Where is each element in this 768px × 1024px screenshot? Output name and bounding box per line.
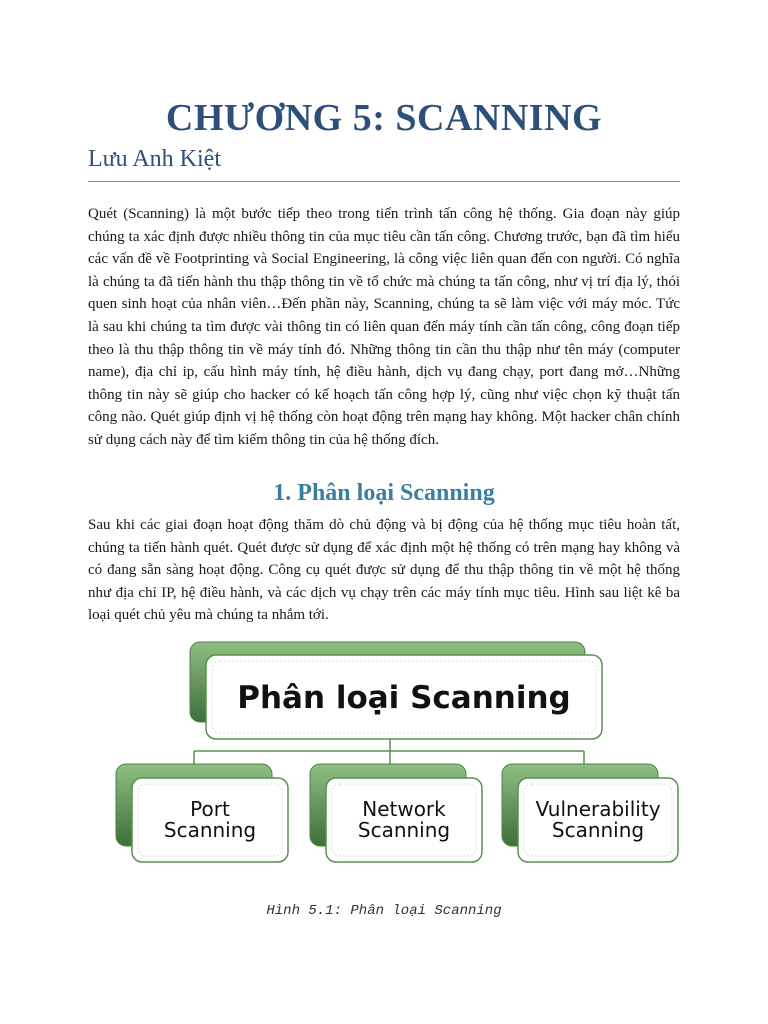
diagram-node-port [116,764,288,862]
diagram-node-vulnerability-line1: Vulnerability [535,797,661,821]
diagram-root-label: Phân loại Scanning [237,680,571,716]
diagram-node-network [310,764,482,862]
chapter-title: CHƯƠNG 5: SCANNING [165,97,603,139]
title-divider [88,181,680,182]
diagram-node-network-line1: Network [362,797,446,821]
diagram-connectors [194,736,584,764]
figure-caption: Hình 5.1: Phân loại Scanning [266,903,502,919]
diagram-node-port-line2: Scanning [163,818,257,842]
section-paragraph: Sau khi các giai đoạn hoạt động thăm dò chủ động và bị động của hệ thống mục tiêu hoàn tất, chúng ta tiến hành quét. Quét được sử dụng để xác định một hệ thống có trên mạng hay không và có đang sẵn sàng hoạt động. Công cụ quét được sử dụng để thu thập thông tin về một hệ thống như địa chỉ IP, hệ điều hành, và các dịch vụ chạy trên các máy tính mục tiêu. Hình sau liệt kê ba loại quét chủ yêu mà chúng ta nhắm tới. [88,517,680,624]
diagram-node-vulnerability-line2: Scanning [551,818,645,842]
scanning-diagram [110,636,690,876]
diagram-node-vulnerability [502,764,678,862]
intro-paragraph: Quét (Scanning) là một bước tiếp theo trong tiến trình tấn công hệ thống. Gia đoạn này giúp chúng ta xác định được nhiều thông tin của mục tiêu cần tấn công. Chương trước, bạn đã tìm hiểu các vấn đề về Footprinting và Social Engineering, là công việc liên quan đến con người. Có nghĩa là chúng ta đã tiến hành thu thập thông tin về tổ chức mà chúng ta tấn công, như vị trí địa lý, thói quen sinh hoạt của nhân viên…Đến phần này, Scanning, chúng ta sẽ làm việc với máy móc. Tức là sau khi chúng ta tìm được vài thông tin có liên quan đến máy tính cần tấn công, công đoạn tiếp theo là thu thập thông tin về máy tính đó. Những thông tin cần thu thập như tên máy (computer name), địa chỉ ip, cấu hình máy tính, hệ điều hành, dịch vụ đang chạy, port đang mở…Những thông tin này sẽ giúp cho hacker có kế hoạch tấn công hợp lý, cũng như việc chọn kỹ thuật tấn công nào. Quét giúp định vị hệ thống còn hoạt động trên mạng hay không. Một hacker chân chính sử dụng cách này để tìm kiếm thông tin của hệ thống đích. [88,206,680,448]
diagram-node-port-line1: Port [190,797,230,821]
diagram-root-node [190,642,602,739]
section-heading: 1. Phân loại Scanning [273,480,495,506]
diagram-node-network-line2: Scanning [357,818,451,842]
author-name: Lưu Anh Kiệt [88,146,221,172]
